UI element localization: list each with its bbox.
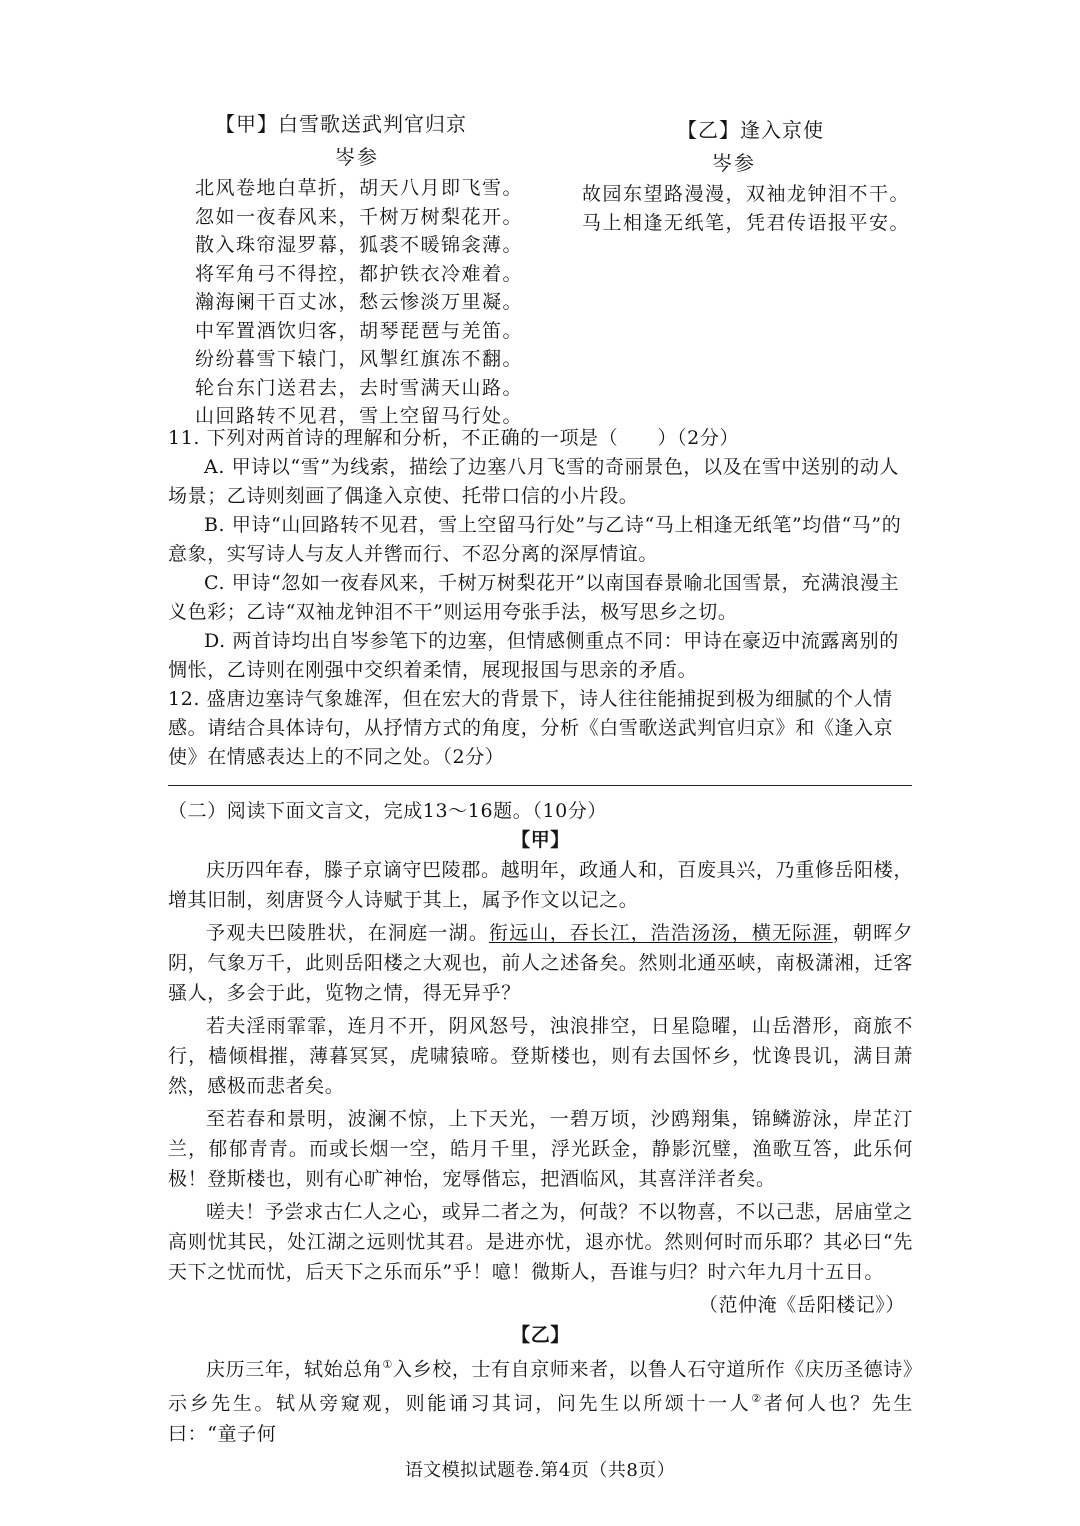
section-2-title: （二）阅读下面文言文，完成13～16题。（10分） (168, 800, 608, 822)
answer-line-divider (168, 785, 912, 786)
poem-jia-author: 岑参 (335, 145, 379, 169)
text-jia-citation: （范仲淹《岳阳楼记》） (698, 1294, 905, 1316)
footnote-marker-1: ① (382, 1358, 393, 1371)
poem-yi (582, 114, 911, 237)
paragraph-text: 庆历三年，轼始总角 (206, 1358, 383, 1381)
question-12: 12. 盛唐边塞诗气象雄浑，但在宏大的背景下，诗人往往能捕捉到极为细腻的个人情感。请结合具体诗句，从抒情方式的角度，分析《白雪歌送武判官归京》和《逢入京使》在情感表达上的不同之处。（2分） (168, 688, 894, 768)
poem-line: 马上相逢无纸笔，凭君传语报平安。 (582, 211, 911, 234)
text-yi-label: 【乙】 (511, 1324, 570, 1346)
paragraph-text: 入乡校，士有自京师来者，以鲁人石守道所作《庆历圣德诗》示乡先生。轼从旁窥观，则能诵习其词，问先生以所颂十一人 (168, 1358, 914, 1415)
poem-line: 北风卷地白草折，胡天八月即飞雪。 (195, 177, 524, 199)
poem-line: 中军置酒饮归客，胡琴琵琶与羌笛。 (195, 319, 524, 342)
poem-line: 故园东望路漫漫，双袖龙钟泪不干。 (582, 183, 911, 205)
poem-line: 瀚海阑干百丈冰，愁云惨淡万里凝。 (195, 291, 524, 313)
poem-line: 纷纷暮雪下辕门，风掣红旗冻不翻。 (195, 348, 524, 370)
poem-jia-title: 【甲】白雪歌送武判官归京 (215, 112, 467, 136)
paragraph-text: 者何人也？先生曰：“童子何 (168, 1392, 914, 1445)
text-jia-paragraph-2 (168, 918, 913, 1008)
text-jia-paragraph-4: 至若春和景明，波澜不惊，上下天光，一碧万顷，沙鸥翔集，锦鳞游泳，岸芷汀兰，郁郁青青。而或长烟一空，皓月千里，浮光跃金，静影沉璧，渔歌互答，此乐何极！登斯楼也，则有心旷神怡，宠辱偕忘，把酒临风，其喜洋洋者矣。 (168, 1108, 913, 1190)
question-11-stem: 11. 下列对两首诗的理解和分析，不正确的一项是（ ）（2分） (168, 427, 740, 449)
poem-line: 轮台东门送君去，去时雪满天山路。 (195, 376, 524, 399)
text-jia-paragraph-5: 嗟夫！予尝求古仁人之心，或异二者之为，何哉？不以物喜，不以己悲，居庙堂之高则忧其民，处江湖之远则忧其君。是进亦忧，退亦忧。然则何时而乐耶？其必曰“先天下之忧而忧，后天下之乐而乐”乎！噫！微斯人，吾谁与归？时六年九月十五日。 (168, 1201, 913, 1283)
poem-line: 将军角弓不得控，都护铁衣冷难着。 (195, 262, 524, 285)
paragraph-text: ，朝晖夕阴，气象万千，此则岳阳楼之大观也，前人之述备矣。然则北通巫峡，南极潇湘，迁客骚人，多会于此，览物之情，得无异乎？ (168, 922, 914, 1004)
question-11-option-a: A. 甲诗以“雪”为线索，描绘了边塞八月飞雪的奇丽景色，以及在雪中送别的动人场景；乙诗则刻画了偶逢入京使、托带口信的小片段。 (168, 456, 900, 507)
footnote-marker-2: ② (751, 1392, 764, 1406)
poem-yi-title: 【乙】逢入京使 (677, 118, 824, 142)
reading-section (168, 797, 913, 1452)
text-yi-paragraph-1 (168, 1350, 913, 1449)
question-11-option-b: B. 甲诗“山回路转不见君，雪上空留马行处”与乙诗“马上相逢无纸笔”均借“马”的意象，实写诗人与友人并辔而行、不忍分离的深厚情谊。 (168, 514, 902, 565)
underlined-sentence: 衔远山，吞长江，浩浩汤汤，横无际涯 (489, 922, 833, 944)
text-jia-paragraph-1: 庆历四年春，滕子京谪守巴陵郡。越明年，政通人和，百废具兴，乃重修岳阳楼，增其旧制，刻唐贤今人诗赋于其上，属予作文以记之。 (168, 859, 913, 911)
question-11-option-c: C. 甲诗“忽如一夜春风来，千树万树梨花开”以南国春景喻北国雪景，充满浪漫主义色彩；乙诗“双袖龙钟泪不干”则运用夸张手法，极写思乡之切。 (168, 572, 900, 623)
paragraph-text: 予观夫巴陵胜状，在洞庭一湖。 (206, 922, 490, 944)
poem-line: 山回路转不见君，雪上空留马行处。 (195, 405, 524, 427)
questions-block (168, 424, 913, 772)
poem-line: 忽如一夜春风来，千树万树梨花开。 (195, 205, 524, 228)
question-11-option-d: D. 两首诗均出自岑参笔下的边塞，但情感侧重点不同：甲诗在豪迈中流露离别的惆怅，乙诗则在刚强中交织着柔情，展现报国与思亲的矛盾。 (168, 630, 899, 681)
text-jia-label: 【甲】 (511, 829, 570, 851)
poem-line: 散入珠帘湿罗幕，狐裘不暖锦衾薄。 (195, 234, 524, 256)
poem-jia (195, 108, 524, 431)
page-footer: 语文模拟试题卷.第4页（共8页） (404, 1460, 676, 1481)
poem-yi-author: 岑参 (712, 151, 756, 175)
text-jia-paragraph-3: 若夫淫雨霏霏，连月不开，阴风怒号，浊浪排空，日星隐曜，山岳潜形，商旅不行，樯倾楫摧，薄暮冥冥，虎啸猿啼。登斯楼也，则有去国怀乡，忧谗畏讥，满目萧然，感极而悲者矣。 (168, 1015, 913, 1097)
